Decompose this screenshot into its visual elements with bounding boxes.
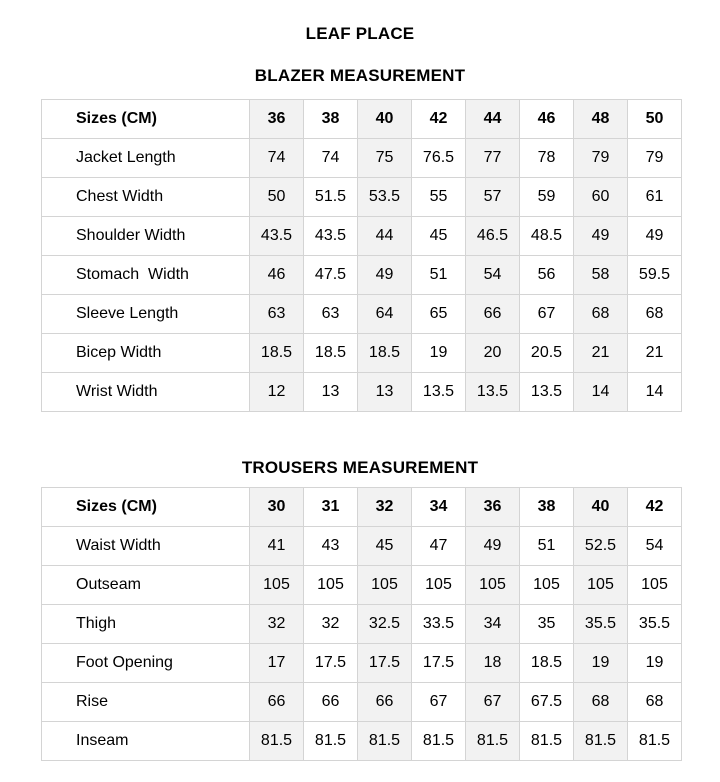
measurement-value-cell: 46 [250,256,304,295]
measurement-value-cell: 67 [520,295,574,334]
measurement-value-cell: 63 [250,295,304,334]
measurement-value-cell: 60 [574,178,628,217]
measurement-value-cell: 18.5 [250,334,304,373]
size-column-header: 36 [466,488,520,527]
measurement-value-cell: 105 [358,566,412,605]
table-row [42,295,682,334]
table-title-blazer: BLAZER MEASUREMENT [254,66,466,85]
measurement-value-cell: 59.5 [628,256,682,295]
measurement-label-cell: Waist Width [42,527,250,566]
table-row [42,644,682,683]
measurement-value-cell: 19 [574,644,628,683]
measurement-value-cell: 49 [358,256,412,295]
table-title-trousers: TROUSERS MEASUREMENT [241,458,479,477]
sizes-header-cell: Sizes (CM) [42,488,250,527]
measurement-table-block-trousers [0,458,720,761]
measurement-value-cell: 51.5 [304,178,358,217]
measurement-value-cell: 35.5 [628,605,682,644]
page-title: LEAF PLACE [305,24,415,43]
measurement-table-block-blazer [0,66,720,412]
size-column-header: 40 [358,100,412,139]
measurement-value-cell: 105 [574,566,628,605]
measurement-value-cell: 13.5 [520,373,574,412]
measurement-value-cell: 76.5 [412,139,466,178]
measurement-value-cell: 105 [466,566,520,605]
measurement-value-cell: 53.5 [358,178,412,217]
measurement-value-cell: 77 [466,139,520,178]
size-table-blazer [41,99,682,412]
size-column-header: 44 [466,100,520,139]
measurement-value-cell: 61 [628,178,682,217]
measurement-value-cell: 17.5 [304,644,358,683]
measurement-value-cell: 67 [412,683,466,722]
measurement-value-cell: 17 [250,644,304,683]
measurement-value-cell: 74 [250,139,304,178]
measurement-value-cell: 68 [628,295,682,334]
measurement-value-cell: 49 [574,217,628,256]
table-row [42,722,682,761]
measurement-value-cell: 44 [358,217,412,256]
measurement-value-cell: 66 [250,683,304,722]
measurement-value-cell: 35 [520,605,574,644]
measurement-value-cell: 17.5 [412,644,466,683]
measurement-label-cell: Thigh [42,605,250,644]
size-column-header: 30 [250,488,304,527]
measurement-value-cell: 75 [358,139,412,178]
table-header-row [42,100,682,139]
size-column-header: 40 [574,488,628,527]
measurement-value-cell: 41 [250,527,304,566]
table-row [42,683,682,722]
measurement-label-cell: Outseam [42,566,250,605]
measurement-value-cell: 13 [304,373,358,412]
measurement-value-cell: 18.5 [358,334,412,373]
measurement-value-cell: 43.5 [250,217,304,256]
measurement-value-cell: 34 [466,605,520,644]
table-row [42,178,682,217]
measurement-value-cell: 14 [574,373,628,412]
measurement-value-cell: 46.5 [466,217,520,256]
table-row [42,334,682,373]
measurement-value-cell: 18.5 [304,334,358,373]
measurement-value-cell: 32 [304,605,358,644]
measurement-label-cell: Wrist Width [42,373,250,412]
size-column-header: 34 [412,488,466,527]
table-row [42,373,682,412]
size-column-header: 42 [412,100,466,139]
measurement-value-cell: 105 [520,566,574,605]
size-column-header: 32 [358,488,412,527]
measurement-label-cell: Shoulder Width [42,217,250,256]
measurement-value-cell: 81.5 [574,722,628,761]
measurement-value-cell: 68 [628,683,682,722]
measurement-value-cell: 18.5 [520,644,574,683]
measurement-value-cell: 14 [628,373,682,412]
measurement-value-cell: 20 [466,334,520,373]
measurement-value-cell: 32 [250,605,304,644]
measurement-value-cell: 55 [412,178,466,217]
measurement-value-cell: 81.5 [466,722,520,761]
measurement-value-cell: 49 [466,527,520,566]
measurement-value-cell: 68 [574,295,628,334]
measurement-label-cell: Bicep Width [42,334,250,373]
size-column-header: 31 [304,488,358,527]
size-column-header: 48 [574,100,628,139]
measurement-value-cell: 66 [466,295,520,334]
measurement-label-cell: Inseam [42,722,250,761]
measurement-value-cell: 81.5 [250,722,304,761]
measurement-label-cell: Sleeve Length [42,295,250,334]
size-column-header: 38 [304,100,358,139]
measurement-value-cell: 32.5 [358,605,412,644]
measurement-value-cell: 59 [520,178,574,217]
table-row [42,256,682,295]
measurement-value-cell: 43.5 [304,217,358,256]
measurement-value-cell: 79 [628,139,682,178]
measurement-value-cell: 47 [412,527,466,566]
measurement-value-cell: 19 [628,644,682,683]
measurement-value-cell: 58 [574,256,628,295]
measurement-label-cell: Jacket Length [42,139,250,178]
measurement-value-cell: 18 [466,644,520,683]
measurement-value-cell: 19 [412,334,466,373]
measurement-label-cell: Stomach Width [42,256,250,295]
measurement-value-cell: 50 [250,178,304,217]
measurement-value-cell: 54 [628,527,682,566]
measurement-value-cell: 35.5 [574,605,628,644]
measurement-value-cell: 17.5 [358,644,412,683]
measurement-label-cell: Foot Opening [42,644,250,683]
measurement-value-cell: 67.5 [520,683,574,722]
measurement-value-cell: 81.5 [520,722,574,761]
table-row [42,605,682,644]
measurement-tables [0,66,720,761]
measurement-value-cell: 51 [412,256,466,295]
measurement-value-cell: 74 [304,139,358,178]
measurement-value-cell: 20.5 [520,334,574,373]
measurement-value-cell: 81.5 [358,722,412,761]
measurement-value-cell: 105 [250,566,304,605]
measurement-value-cell: 66 [358,683,412,722]
measurement-value-cell: 64 [358,295,412,334]
measurement-value-cell: 63 [304,295,358,334]
measurement-value-cell: 81.5 [304,722,358,761]
measurement-value-cell: 49 [628,217,682,256]
measurement-value-cell: 21 [574,334,628,373]
size-column-header: 36 [250,100,304,139]
sizes-header-cell: Sizes (CM) [42,100,250,139]
measurement-value-cell: 48.5 [520,217,574,256]
measurement-label-cell: Rise [42,683,250,722]
measurement-value-cell: 105 [628,566,682,605]
measurement-value-cell: 105 [412,566,466,605]
table-row [42,527,682,566]
measurement-value-cell: 56 [520,256,574,295]
table-row [42,139,682,178]
size-column-header: 38 [520,488,574,527]
measurement-value-cell: 43 [304,527,358,566]
measurement-value-cell: 13.5 [466,373,520,412]
measurement-value-cell: 13.5 [412,373,466,412]
measurement-value-cell: 13 [358,373,412,412]
measurement-value-cell: 21 [628,334,682,373]
measurement-value-cell: 67 [466,683,520,722]
measurement-value-cell: 78 [520,139,574,178]
measurement-value-cell: 52.5 [574,527,628,566]
size-table-trousers [41,487,682,761]
table-header-row [42,488,682,527]
measurement-value-cell: 51 [520,527,574,566]
measurement-value-cell: 105 [304,566,358,605]
measurement-value-cell: 68 [574,683,628,722]
measurement-value-cell: 81.5 [412,722,466,761]
table-row [42,566,682,605]
size-column-header: 50 [628,100,682,139]
measurement-label-cell: Chest Width [42,178,250,217]
measurement-value-cell: 45 [358,527,412,566]
measurement-value-cell: 12 [250,373,304,412]
measurement-value-cell: 47.5 [304,256,358,295]
measurement-value-cell: 79 [574,139,628,178]
measurement-value-cell: 45 [412,217,466,256]
measurement-value-cell: 65 [412,295,466,334]
measurement-value-cell: 54 [466,256,520,295]
table-row [42,217,682,256]
size-column-header: 42 [628,488,682,527]
size-column-header: 46 [520,100,574,139]
measurement-value-cell: 57 [466,178,520,217]
measurement-value-cell: 66 [304,683,358,722]
measurement-value-cell: 33.5 [412,605,466,644]
measurement-value-cell: 81.5 [628,722,682,761]
